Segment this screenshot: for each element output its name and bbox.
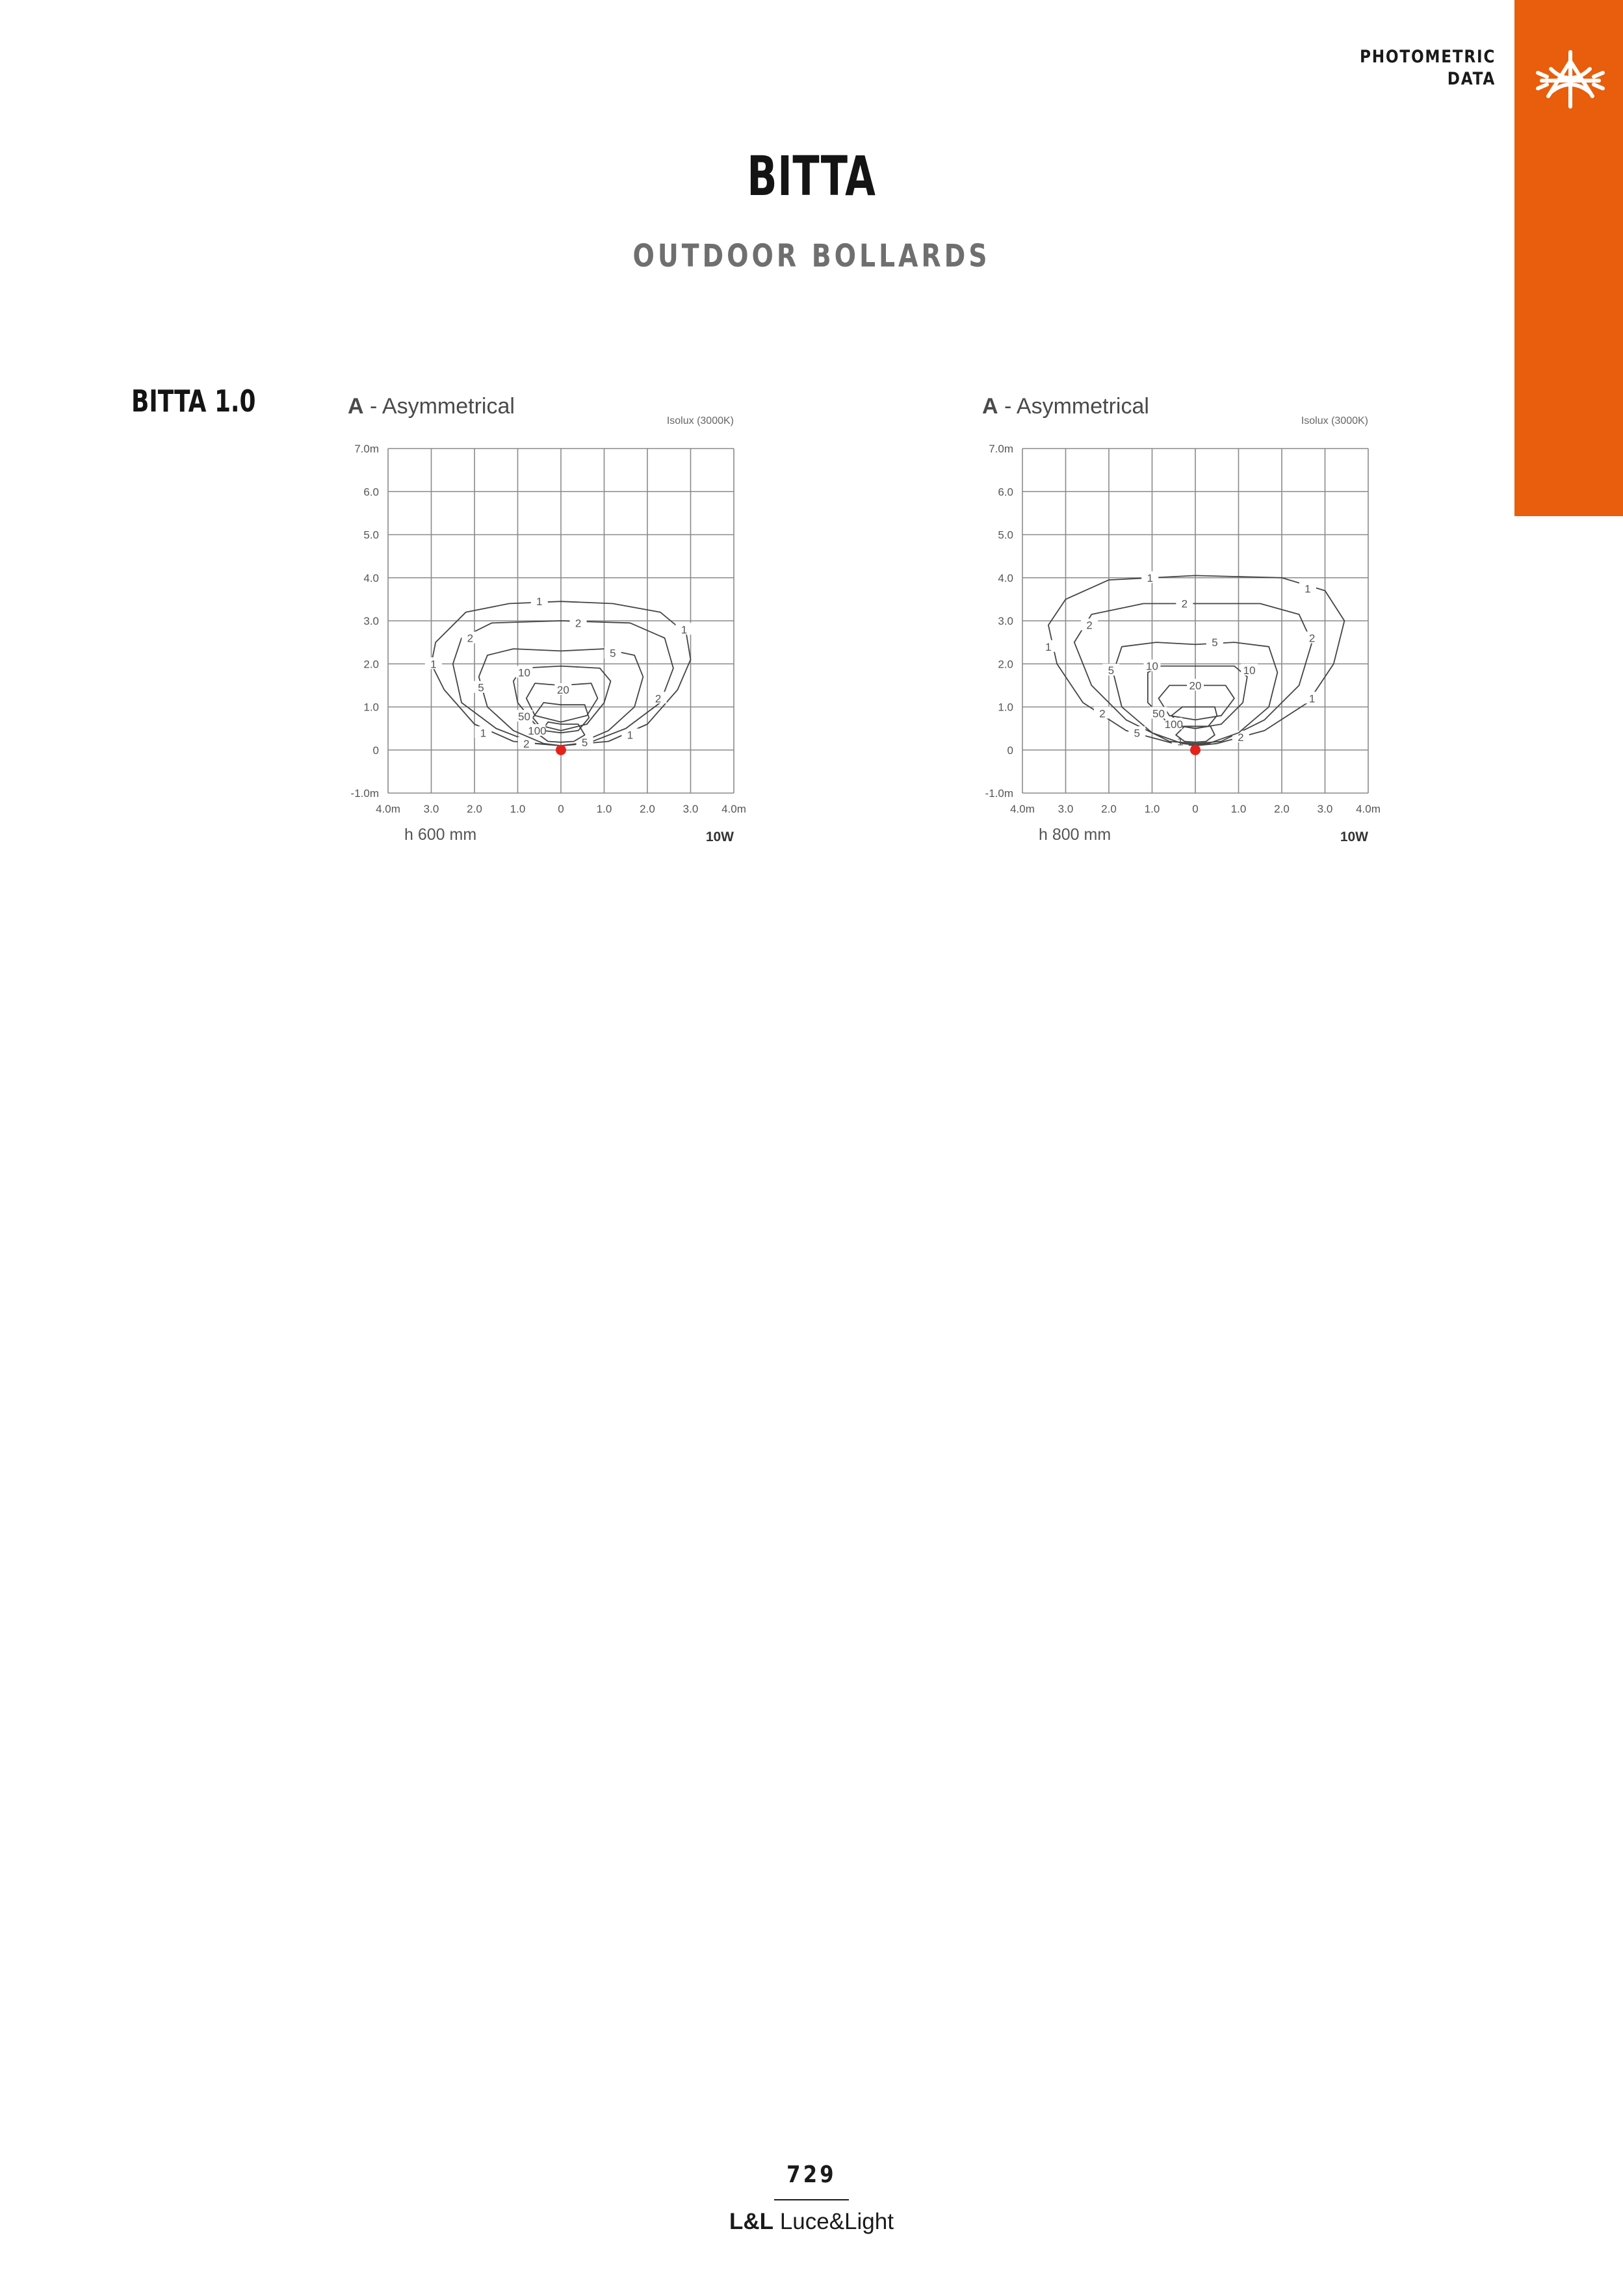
contour-label: 2 xyxy=(1099,707,1106,720)
x-tick-label: 1.0 xyxy=(596,803,612,815)
y-tick-label: 6.0 xyxy=(998,486,1013,499)
x-tick-label: 3.0 xyxy=(1058,803,1074,815)
chart-title-rest: - Asymmetrical xyxy=(998,394,1149,419)
x-tick-label: 1.0 xyxy=(1144,803,1160,815)
brand-bold: L&L xyxy=(729,2209,774,2234)
light-source-marker xyxy=(1190,745,1201,755)
y-tick-label: 5.0 xyxy=(363,528,379,541)
contour-label: 10 xyxy=(1243,664,1256,677)
isolux-caption: Isolux (3000K) xyxy=(666,415,734,426)
contour-label: 5 xyxy=(581,736,588,749)
y-tick-label: 4.0 xyxy=(998,571,1013,584)
y-tick-label: 7.0m xyxy=(989,443,1013,455)
y-tick-label: 4.0 xyxy=(363,571,379,584)
contour-label: 2 xyxy=(575,617,582,630)
contour-label: 2 xyxy=(1308,632,1316,645)
contour-label: 1 xyxy=(1176,735,1184,748)
mounting-height-label: h 800 mm xyxy=(1039,826,1111,844)
y-tick-label: 1.0 xyxy=(363,701,379,714)
chart-title xyxy=(982,394,1149,419)
contour-label: 1 xyxy=(430,658,437,671)
contour-label: 1 xyxy=(627,729,634,742)
contour-label: 100 xyxy=(1164,718,1183,731)
contour-label: 1 xyxy=(1308,692,1316,705)
page-title: BITTA xyxy=(747,144,876,208)
contour-label: 1 xyxy=(1147,571,1153,584)
x-tick-label: 2.0 xyxy=(640,803,655,815)
y-tick-label: 5.0 xyxy=(998,528,1013,541)
isolux-chart-h800 xyxy=(979,390,1434,845)
chart-title-letter: A xyxy=(348,394,364,419)
isolux-svg xyxy=(979,390,1434,845)
y-tick-label: -1.0m xyxy=(350,787,379,800)
y-tick-label: -1.0m xyxy=(985,787,1013,800)
x-tick-label: 1.0 xyxy=(1230,803,1247,815)
contour-label: 1 xyxy=(1305,582,1311,595)
chart-title-letter: A xyxy=(982,394,998,419)
section-label xyxy=(1360,46,1496,90)
contour-label: 20 xyxy=(1189,679,1202,692)
contour-label: 20 xyxy=(556,684,569,696)
x-tick-label: 0 xyxy=(558,803,564,815)
isolux-svg xyxy=(344,390,799,845)
chart-title xyxy=(348,394,515,419)
y-tick-label: 7.0m xyxy=(354,443,379,455)
page-subtitle: OUTDOOR BOLLARDS xyxy=(632,238,991,274)
sun-compass-icon xyxy=(1535,47,1605,112)
isolux-caption: Isolux (3000K) xyxy=(1301,415,1368,426)
x-tick-label: 4.0m xyxy=(721,803,746,815)
contour-label: 2 xyxy=(467,632,474,645)
section-label-line2: DATA xyxy=(1447,69,1496,89)
y-tick-label: 6.0 xyxy=(363,486,379,499)
contour-label: 5 xyxy=(1108,664,1115,677)
contour-label: 1 xyxy=(681,623,688,636)
y-tick-label: 2.0 xyxy=(998,658,1013,671)
section-label-line1: PHOTOMETRIC xyxy=(1359,47,1496,67)
y-tick-label: 0 xyxy=(372,744,379,757)
y-tick-label: 3.0 xyxy=(998,615,1013,627)
contour-label: 1 xyxy=(536,595,543,608)
mounting-height-label: h 600 mm xyxy=(404,826,477,844)
x-tick-label: 3.0 xyxy=(682,803,699,815)
contour-label: 2 xyxy=(1181,597,1188,610)
power-label: 10W xyxy=(1340,829,1368,844)
chart-title-rest: - Asymmetrical xyxy=(363,394,515,419)
model-name: BITTA 1.0 xyxy=(131,384,256,419)
light-source-marker xyxy=(556,745,566,755)
contour-label: 50 xyxy=(1152,707,1165,720)
x-tick-label: 3.0 xyxy=(423,803,439,815)
contour-label: 10 xyxy=(518,666,530,679)
contour-label: 5 xyxy=(1212,636,1218,649)
x-tick-label: 4.0m xyxy=(1356,803,1381,815)
brand-text: Luce&Light xyxy=(779,2209,894,2234)
isolux-chart-h600 xyxy=(344,390,799,845)
x-tick-label: 2.0 xyxy=(467,803,482,815)
brand-footer xyxy=(0,2209,1623,2235)
contour-label: 5 xyxy=(610,647,616,660)
y-tick-label: 1.0 xyxy=(998,701,1013,714)
power-label: 10W xyxy=(705,829,734,844)
contour-label: 2 xyxy=(1238,731,1244,744)
x-tick-label: 0 xyxy=(1192,803,1199,815)
contour-label: 1 xyxy=(480,727,487,740)
page-number: 729 xyxy=(786,2161,837,2188)
x-tick-label: 3.0 xyxy=(1317,803,1333,815)
y-tick-label: 2.0 xyxy=(363,658,379,671)
x-tick-label: 2.0 xyxy=(1101,803,1117,815)
x-tick-label: 4.0m xyxy=(376,803,400,815)
contour-label: 5 xyxy=(1134,727,1140,740)
contour-label: 2 xyxy=(523,737,530,750)
contour-label: 100 xyxy=(528,724,547,737)
contour-label: 5 xyxy=(478,681,484,694)
page-number-rule xyxy=(774,2199,849,2200)
contour-label: 10 xyxy=(1146,660,1158,673)
x-tick-label: 4.0m xyxy=(1010,803,1035,815)
contour-label: 2 xyxy=(655,692,662,705)
contour-label: 1 xyxy=(1045,640,1052,653)
contour-label: 2 xyxy=(1086,619,1093,632)
x-tick-label: 1.0 xyxy=(510,803,526,815)
x-tick-label: 2.0 xyxy=(1274,803,1290,815)
contour-label: 50 xyxy=(518,711,530,724)
y-tick-label: 3.0 xyxy=(363,615,379,627)
section-tab xyxy=(1514,0,1623,516)
y-tick-label: 0 xyxy=(1007,744,1013,757)
